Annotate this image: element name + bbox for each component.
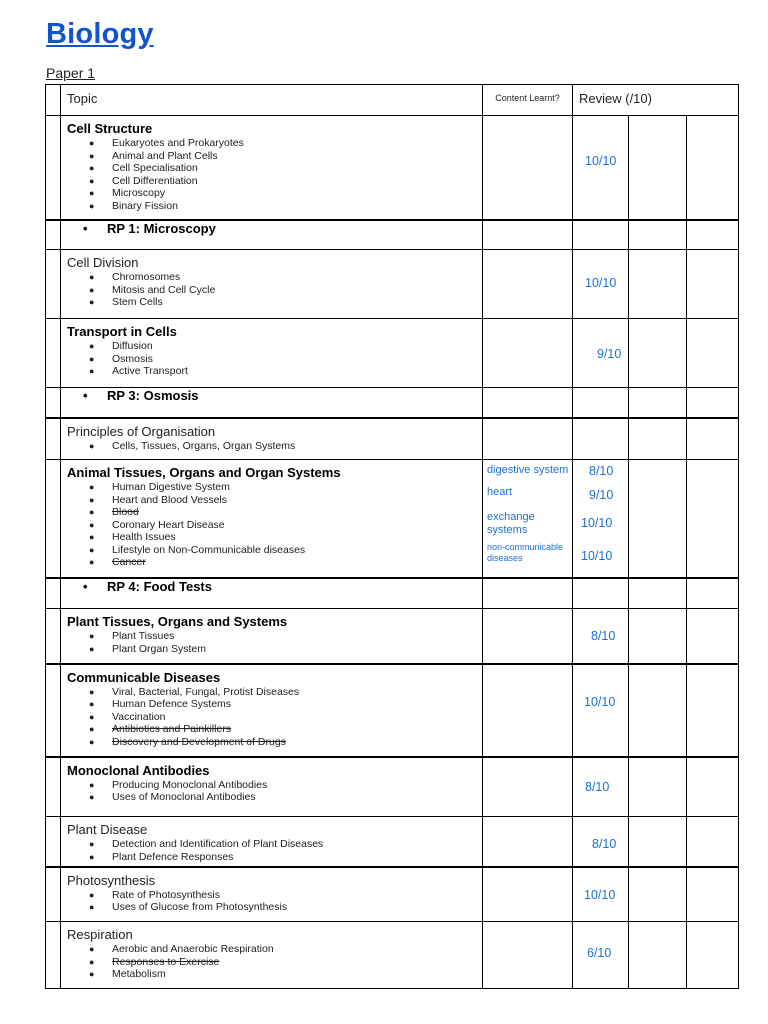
- margin-cell: [46, 578, 61, 609]
- bullet-icon: •: [83, 578, 88, 594]
- review-cell[interactable]: [629, 388, 687, 418]
- review-cell[interactable]: [573, 388, 629, 418]
- review-score: 9/10: [597, 347, 622, 361]
- subtopic-text: Human Digestive System: [112, 481, 230, 493]
- margin-cell: [46, 460, 61, 578]
- practical-label: [61, 221, 482, 236]
- practical-title: RP 1: Microscopy: [107, 220, 216, 236]
- review-cell[interactable]: [687, 319, 739, 388]
- review-cell[interactable]: [687, 116, 739, 220]
- subtopic-item: [89, 630, 476, 643]
- review-cell[interactable]: [687, 578, 739, 609]
- topic-title: Photosynthesis: [67, 872, 156, 888]
- bullet-icon: ●: [89, 736, 95, 747]
- margin-cell: [46, 817, 61, 867]
- subtopic-text: Cancer: [112, 556, 146, 568]
- subtopic-item: [89, 791, 476, 804]
- subtopic-text: Coronary Heart Disease: [112, 518, 225, 531]
- topic-row: [46, 867, 739, 922]
- practical-row: [46, 220, 739, 250]
- topic-cell: [61, 757, 483, 817]
- content-learnt-cell[interactable]: [483, 418, 573, 460]
- subtopic-text: Blood: [112, 506, 139, 518]
- review-cell[interactable]: [629, 609, 687, 664]
- subtopic-text: Uses of Monoclonal Antibodies: [112, 791, 256, 803]
- margin-cell: [46, 609, 61, 664]
- subtopic-text: Aerobic and Anaerobic Respiration: [112, 943, 274, 955]
- review-cell[interactable]: [687, 250, 739, 319]
- review-cell[interactable]: [629, 867, 687, 922]
- review-cell[interactable]: [573, 922, 629, 989]
- topic-cell: [61, 418, 483, 460]
- bullet-icon: ●: [89, 188, 95, 198]
- review-cell[interactable]: [573, 609, 629, 664]
- topic-cell: [61, 250, 483, 319]
- subtopic-item: [89, 271, 476, 284]
- review-cell[interactable]: [629, 664, 687, 757]
- subtopic-item: [89, 643, 476, 656]
- subtopic-text: Antibiotics and Painkillers: [112, 723, 232, 735]
- content-learnt-cell[interactable]: [483, 757, 610, 817]
- review-cell[interactable]: [629, 250, 687, 319]
- topic-cell: [61, 578, 483, 609]
- subtopic-list: [67, 440, 476, 453]
- topic-title: Cell Division: [67, 255, 139, 270]
- bullet-icon: ●: [89, 494, 95, 505]
- review-score: 8/10: [591, 629, 616, 643]
- practical-title: RP 3: Osmosis: [107, 388, 199, 403]
- review-score: 10/10: [581, 516, 613, 530]
- review-score: 10/10: [584, 887, 616, 902]
- margin-cell: [46, 664, 61, 757]
- subtopic-item: [89, 686, 476, 699]
- subtopic-item: [89, 162, 476, 175]
- subtopic-item: [89, 901, 476, 914]
- bullet-icon: ●: [89, 557, 95, 567]
- subtopic-item: [89, 353, 476, 366]
- margin-cell: [46, 418, 61, 460]
- subtopic-text: Plant Tissues: [112, 630, 175, 642]
- topic-cell: [61, 817, 483, 867]
- subtopic-item: [89, 340, 476, 353]
- subtopic-list: [67, 271, 476, 309]
- topic-title: Cell Structure: [67, 121, 153, 136]
- subtopic-text: Heart and Blood Vessels: [112, 493, 227, 506]
- review-cell[interactable]: [687, 664, 739, 757]
- subtopic-text: Microscopy: [112, 187, 166, 199]
- handwritten-note: non-communicable diseases: [487, 542, 564, 563]
- bullet-icon: ●: [89, 341, 95, 351]
- subtopic-item: [89, 711, 476, 724]
- bullet-icon: ●: [89, 544, 95, 555]
- margin-cell: [46, 85, 61, 116]
- bullet-icon: ●: [89, 699, 95, 709]
- practical-label: [61, 388, 482, 403]
- subtopic-text: Responses to Exercise: [112, 955, 220, 968]
- subtopic-item: [89, 365, 476, 378]
- subtopic-list: [67, 630, 476, 655]
- subtopic-list: [67, 838, 476, 863]
- subtopic-item: [89, 506, 476, 519]
- topic-title: Animal Tissues, Organs and Organ Systems: [67, 465, 341, 480]
- subtopic-text: Vaccination: [112, 710, 166, 723]
- subtopic-item: [89, 968, 476, 981]
- content-learnt-cell[interactable]: [483, 250, 617, 319]
- subtopic-item: [89, 284, 476, 297]
- topic-cell: [61, 922, 483, 989]
- topic-row: [46, 922, 739, 989]
- topic-title: Respiration: [67, 927, 133, 942]
- review-cell[interactable]: [687, 609, 739, 664]
- bullet-icon: ●: [89, 532, 95, 542]
- margin-cell: [46, 220, 61, 250]
- content-learnt-cell[interactable]: [483, 388, 573, 418]
- topic-cell: [61, 116, 483, 220]
- review-cell[interactable]: [573, 817, 629, 867]
- bullet-icon: ●: [89, 507, 95, 517]
- topic-header: Topic: [61, 85, 483, 116]
- content-learnt-cell[interactable]: [483, 220, 573, 250]
- bullet-icon: •: [83, 388, 88, 403]
- topic-row: [46, 116, 739, 220]
- subtopic-text: Metabolism: [112, 968, 166, 980]
- topic-cell: [61, 609, 483, 664]
- bullet-icon: ●: [89, 839, 95, 849]
- margin-cell: [46, 116, 61, 220]
- subtopic-text: Producing Monoclonal Antibodies: [112, 778, 268, 791]
- subtopic-item: [89, 481, 476, 494]
- topic-row: [46, 319, 739, 388]
- subtopic-text: Human Defence Systems: [112, 698, 232, 710]
- review-score: 8/10: [589, 464, 614, 478]
- bullet-icon: ●: [89, 200, 95, 211]
- subtopic-list: [67, 943, 476, 981]
- bullet-icon: ●: [89, 163, 95, 173]
- practical-row: [46, 578, 739, 609]
- handwritten-note: digestive system: [487, 464, 569, 476]
- review-cell[interactable]: [629, 578, 687, 609]
- review-cell[interactable]: [687, 817, 739, 867]
- content-learnt-cell[interactable]: [483, 609, 616, 664]
- review-cell[interactable]: [687, 220, 739, 250]
- bullet-icon: ●: [89, 175, 95, 186]
- review-cell[interactable]: [629, 757, 687, 817]
- review-cell[interactable]: [573, 116, 629, 220]
- bullet-icon: ●: [89, 284, 95, 295]
- margin-cell: [46, 922, 61, 989]
- review-score: 10/10: [584, 694, 616, 709]
- topic-row: [46, 664, 739, 757]
- bullet-icon: ●: [89, 272, 95, 282]
- margin-cell: [46, 319, 61, 388]
- subtopic-item: [89, 851, 476, 864]
- topic-title: Principles of Organisation: [67, 423, 216, 439]
- handwritten-note: heart: [487, 486, 513, 498]
- review-cell[interactable]: [629, 116, 687, 220]
- subtopic-text: Viral, Bacterial, Fungal, Protist Diseases: [112, 685, 300, 698]
- paper-label: Paper 1: [46, 65, 96, 81]
- topic-title: Transport in Cells: [67, 324, 177, 339]
- bullet-icon: ●: [89, 711, 95, 722]
- subtopic-text: Plant Defence Responses: [112, 850, 234, 863]
- content-learnt-cell[interactable]: [483, 578, 573, 609]
- topic-title: Monoclonal Antibodies: [67, 762, 210, 778]
- topic-cell: [61, 220, 483, 250]
- subtopic-text: Cell Specialisation: [112, 162, 198, 174]
- bullet-icon: ●: [89, 686, 95, 697]
- subtopic-list: [67, 340, 476, 378]
- subtopic-text: Diffusion: [112, 340, 153, 352]
- subtopic-text: Cell Differentiation: [112, 174, 198, 187]
- subtopic-item: [89, 556, 476, 569]
- review-cell[interactable]: [629, 220, 687, 250]
- subtopic-item: [89, 296, 476, 309]
- bullet-icon: ●: [89, 902, 95, 912]
- subtopic-item: [89, 187, 476, 200]
- subtopic-text: Eukaryotes and Prokaryotes: [112, 137, 244, 149]
- bullet-icon: ●: [89, 440, 95, 451]
- topic-row: [46, 757, 739, 817]
- review-cell[interactable]: [629, 922, 687, 989]
- bullet-icon: ●: [89, 779, 95, 790]
- bullet-icon: ●: [89, 519, 95, 530]
- topic-cell: [61, 460, 483, 578]
- subtopic-list: [67, 779, 476, 804]
- subtopic-item: [89, 736, 476, 749]
- subtopic-text: Stem Cells: [112, 296, 163, 308]
- content-learnt-cell[interactable]: [483, 460, 614, 578]
- subtopic-item: [89, 943, 476, 956]
- review-score: 10/10: [585, 154, 617, 168]
- subtopic-text: Binary Fission: [112, 199, 178, 212]
- subtopic-item: [89, 531, 476, 544]
- review-score: 10/10: [581, 549, 613, 563]
- review-score: 8/10: [592, 837, 617, 851]
- bullet-icon: ●: [89, 944, 95, 954]
- subtopic-text: Active Transport: [112, 365, 188, 377]
- content-learnt-cell[interactable]: [483, 116, 617, 220]
- subtopic-text: Uses of Glucose from Photosynthesis: [112, 901, 288, 913]
- content-header: Content Learnt?: [483, 85, 573, 116]
- review-cell[interactable]: [573, 757, 629, 817]
- bullet-icon: ●: [89, 724, 95, 734]
- review-cell[interactable]: [687, 388, 739, 418]
- subtopic-item: [89, 440, 476, 453]
- subtopic-item: [89, 544, 476, 557]
- review-cell[interactable]: [573, 664, 629, 757]
- topic-title: Communicable Diseases: [67, 669, 221, 685]
- topic-cell: [61, 388, 483, 418]
- content-learnt-cell[interactable]: [483, 319, 622, 388]
- subtopic-item: [89, 494, 476, 507]
- topics-table: [45, 84, 739, 989]
- content-learnt-cell[interactable]: [483, 817, 617, 867]
- subtopic-text: Animal and Plant Cells: [112, 149, 218, 162]
- topic-title: Plant Disease: [67, 822, 148, 837]
- content-learnt-cell[interactable]: [483, 922, 612, 989]
- review-cell[interactable]: [629, 418, 687, 460]
- margin-cell: [46, 388, 61, 418]
- margin-cell: [46, 757, 61, 817]
- subtopic-item: [89, 150, 476, 163]
- margin-cell: [46, 867, 61, 922]
- subtopic-item: [89, 779, 476, 792]
- review-cell[interactable]: [629, 460, 687, 578]
- review-score: 10/10: [585, 276, 617, 290]
- subtopic-item: [89, 889, 476, 902]
- review-cell[interactable]: [687, 460, 739, 578]
- topic-row: [46, 609, 739, 664]
- bullet-icon: ●: [89, 792, 95, 802]
- review-cell[interactable]: [629, 817, 687, 867]
- review-cell[interactable]: [573, 418, 629, 460]
- subtopic-item: [89, 137, 476, 150]
- bullet-icon: ●: [89, 150, 95, 161]
- bullet-icon: ●: [89, 353, 95, 364]
- topic-row: [46, 817, 739, 867]
- practical-row: [46, 388, 739, 418]
- topic-row: [46, 250, 739, 319]
- subtopic-item: [89, 200, 476, 213]
- subtopic-list: [67, 481, 476, 569]
- subtopic-item: [89, 723, 476, 736]
- review-cell[interactable]: [573, 460, 629, 578]
- subtopic-text: Osmosis: [112, 352, 153, 365]
- bullet-icon: ●: [89, 631, 95, 641]
- content-learnt-cell[interactable]: [483, 867, 616, 922]
- practical-label: [61, 579, 482, 594]
- header-row: [46, 85, 739, 116]
- review-cell[interactable]: [687, 757, 739, 817]
- review-header: Review (/10): [573, 85, 739, 116]
- review-cell[interactable]: [573, 220, 629, 250]
- bullet-icon: ●: [89, 297, 95, 307]
- bullet-icon: ●: [89, 969, 95, 979]
- review-cell[interactable]: [687, 867, 739, 922]
- review-score: 8/10: [585, 779, 610, 794]
- subtopic-item: [89, 519, 476, 532]
- topic-row: [46, 418, 739, 460]
- subtopic-list: [67, 686, 476, 749]
- topic-row: [46, 460, 739, 578]
- subtopic-item: [89, 175, 476, 188]
- topic-cell: [61, 664, 483, 757]
- subtopic-text: Plant Organ System: [112, 642, 206, 655]
- bullet-icon: •: [83, 220, 88, 236]
- review-cell[interactable]: [573, 867, 629, 922]
- subtopic-text: Chromosomes: [112, 271, 181, 283]
- bullet-icon: ●: [89, 889, 95, 900]
- review-cell[interactable]: [687, 922, 739, 989]
- subtopic-text: Lifestyle on Non-Communicable diseases: [112, 543, 306, 556]
- bullet-icon: ●: [89, 138, 95, 148]
- subtopic-list: [67, 889, 476, 914]
- topic-cell: [61, 319, 483, 388]
- review-cell[interactable]: [573, 319, 629, 388]
- topic-title: Plant Tissues, Organs and Systems: [67, 614, 288, 629]
- subtopic-text: Detection and Identification of Plant Diseases: [112, 838, 324, 850]
- subtopic-text: Health Issues: [112, 531, 176, 543]
- document-title: Biology: [46, 18, 154, 50]
- subtopic-text: Cells, Tissues, Organs, Organ Systems: [112, 439, 296, 452]
- bullet-icon: ●: [89, 482, 95, 492]
- bullet-icon: ●: [89, 956, 95, 967]
- content-learnt-cell[interactable]: [483, 664, 616, 757]
- bullet-icon: ●: [89, 643, 95, 654]
- bullet-icon: ●: [89, 366, 95, 376]
- subtopic-text: Mitosis and Cell Cycle: [112, 283, 216, 296]
- margin-cell: [46, 250, 61, 319]
- practical-title: RP 4: Food Tests: [107, 578, 212, 594]
- handwritten-note: exchange systems: [487, 511, 535, 536]
- review-cell[interactable]: [629, 319, 687, 388]
- bullet-icon: ●: [89, 851, 95, 862]
- subtopic-list: [67, 137, 476, 212]
- subtopic-item: [89, 838, 476, 851]
- review-score: 6/10: [587, 946, 612, 960]
- review-cell[interactable]: [573, 578, 629, 609]
- review-cell[interactable]: [573, 250, 629, 319]
- review-score: 9/10: [589, 488, 614, 502]
- subtopic-text: Discovery and Development of Drugs: [112, 735, 286, 748]
- subtopic-item: [89, 956, 476, 969]
- review-cell[interactable]: [687, 418, 739, 460]
- subtopic-text: Rate of Photosynthesis: [112, 888, 220, 901]
- topic-cell: [61, 867, 483, 922]
- subtopic-item: [89, 698, 476, 711]
